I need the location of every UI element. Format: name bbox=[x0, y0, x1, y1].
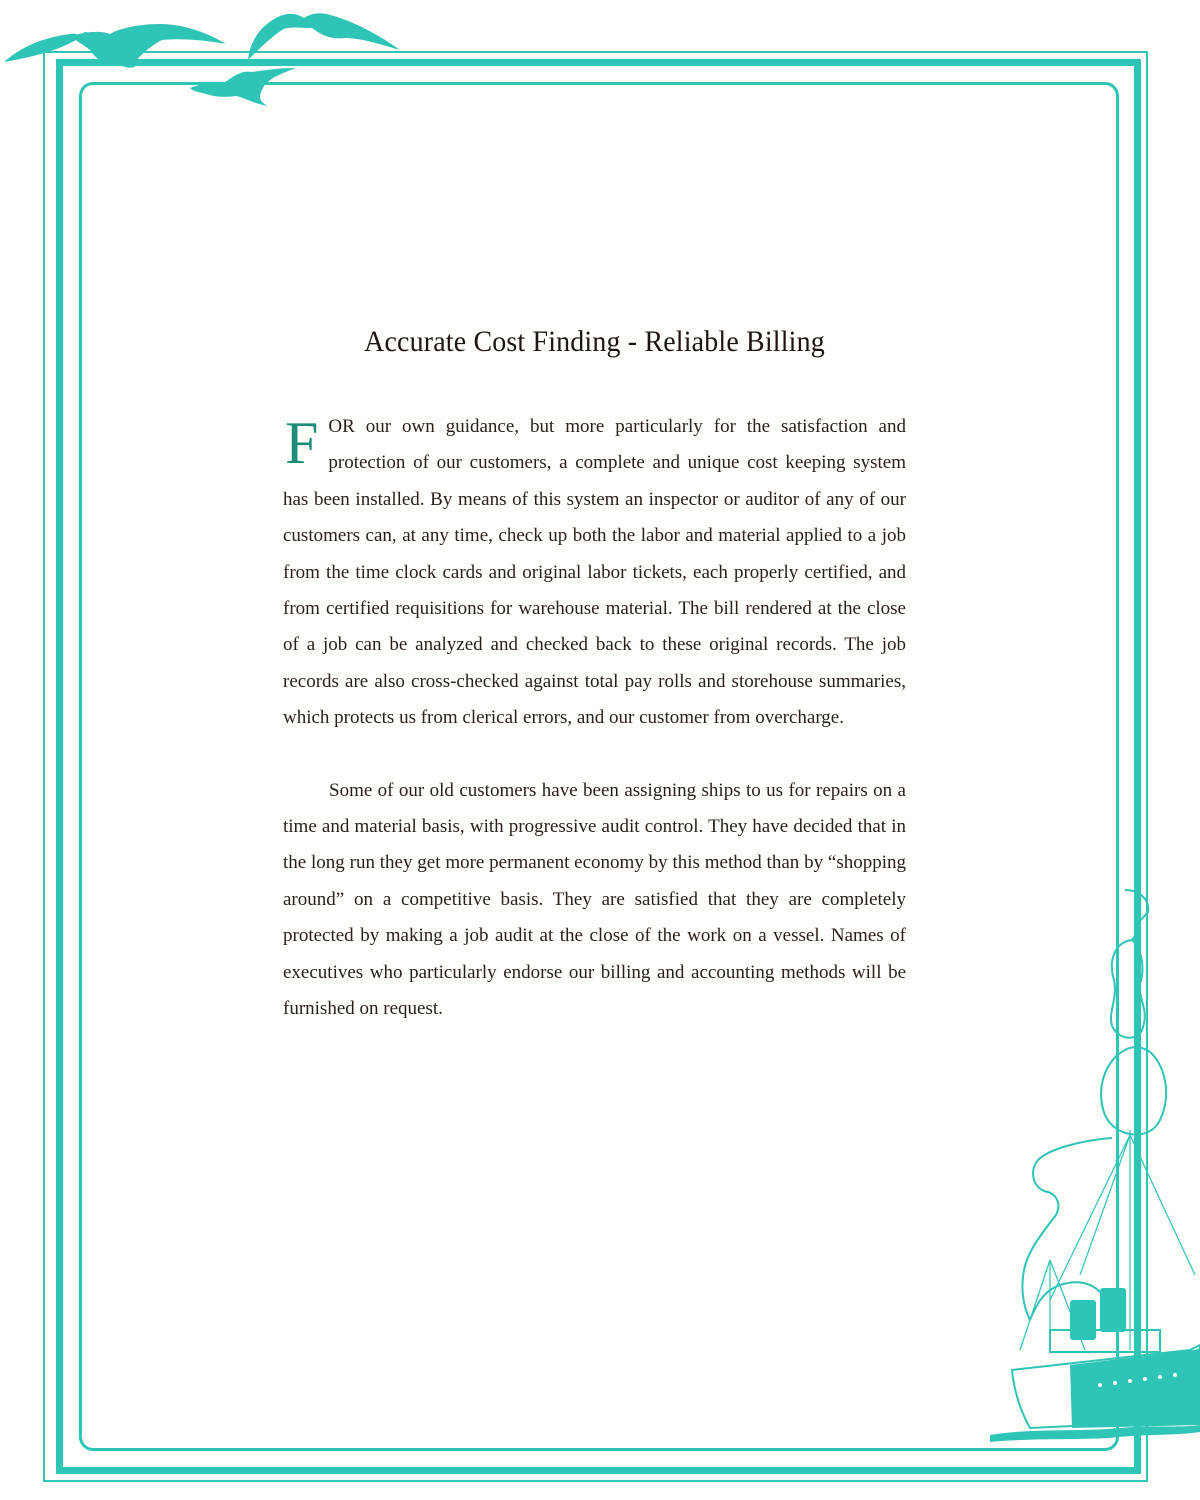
steamship-icon bbox=[990, 880, 1200, 1480]
page-title: Accurate Cost Finding - Reliable Billing bbox=[364, 325, 825, 358]
paragraph-2: Some of our old customers have been assigning ships to us for repairs on a time and material basis, with progressive audit control. They have decided that in the long run they get more permanent economy by this method than by “shopping around” on a competitive basis. They are satisfied that they are completely protected by making a job audit at the close of the work on a vessel. Names of executives who particularly endorse our billing and accounting methods will be furnished on request. bbox=[283, 779, 906, 1020]
dropcap-letter: F bbox=[285, 410, 319, 476]
document-body bbox=[283, 325, 906, 1028]
paragraph-1-text: OR our own guidance, but more particularly for the satisfaction and protection of our customers, a complete and unique cost keeping system has been installed. By means of this system an inspector or auditor of any of our customers can, at any time, check up both the labor and material applied to a job from the time clock cards and original labor tickets, each properly certified, and from certified requisitions for warehouse material. The bill rendered at the close of a job can be analyzed and checked back to these original records. The job records are also cross-checked against total pay rolls and storehouse summaries, which protects us from clerical errors, and our customer from overcharge. bbox=[283, 416, 906, 729]
paragraph-1 bbox=[283, 409, 906, 737]
seagulls-icon bbox=[0, 0, 420, 120]
